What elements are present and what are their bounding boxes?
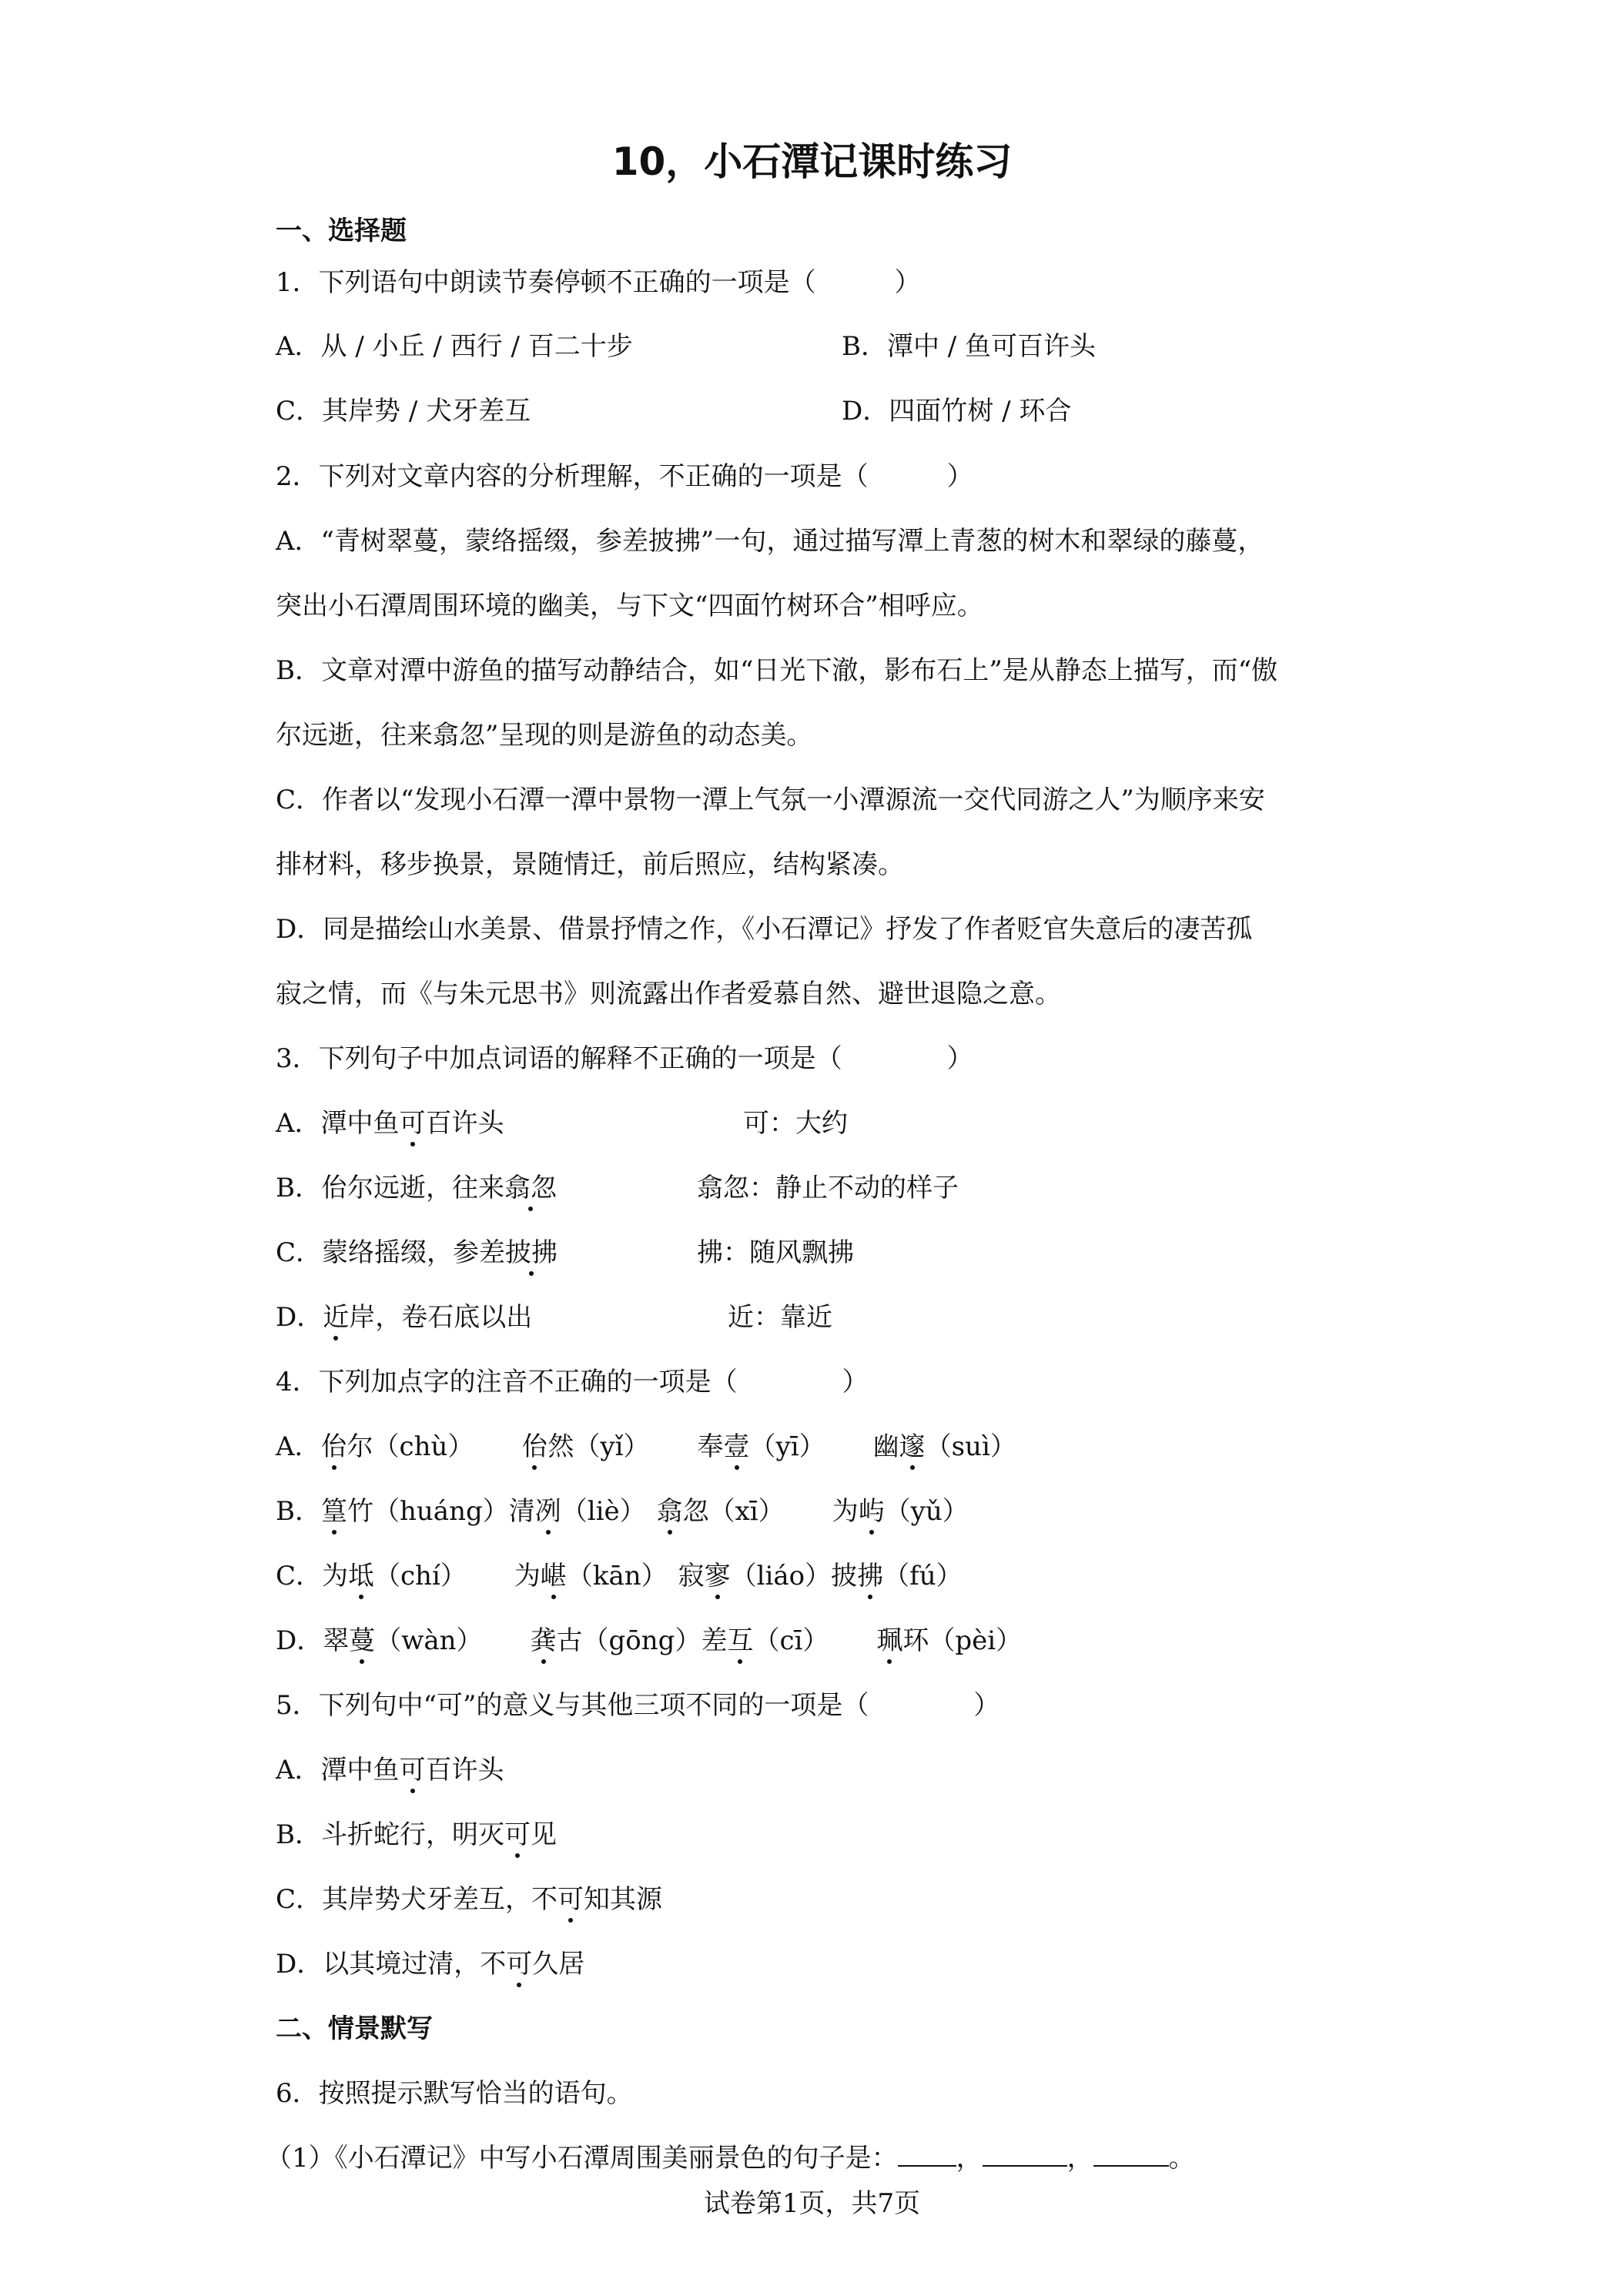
q3-b-text: B．佁尔远逝，往来 xyxy=(276,1173,504,1203)
section-heading-dictation: 二、情景默写 xyxy=(276,2013,433,2044)
q3-option-c xyxy=(276,1236,558,1270)
q4-option-b xyxy=(276,1494,969,1528)
q3-a-text-after: 百许头 xyxy=(425,1108,504,1139)
q2-option-c-line2: 排材料，移步换景，景随情迁，前后照应，结构紧凑。 xyxy=(276,849,904,880)
q2-option-b-line2: 尔远逝，往来翕忽”呈现的则是游鱼的动态美。 xyxy=(276,720,813,751)
answer-blank[interactable] xyxy=(898,2142,956,2167)
q5-d-dotted: 可 xyxy=(506,1949,533,1980)
q5-option-a xyxy=(276,1753,504,1787)
q4-b-dotted: 篁 xyxy=(321,1496,347,1527)
q4-d-dotted: 珮 xyxy=(876,1625,903,1656)
q4-c-text: （chí） xyxy=(374,1561,467,1591)
q4-a-text: 尔（chù） xyxy=(347,1431,474,1462)
q3-c-definition: 拂：随风飘拂 xyxy=(697,1237,854,1268)
q5-c-text-after: 知其源 xyxy=(584,1884,663,1915)
q5-option-b xyxy=(276,1818,557,1852)
q4-b-dotted: 冽 xyxy=(534,1496,561,1527)
q6-sub1-end: 。 xyxy=(1168,2143,1195,2174)
q1-option-d: D．四面竹树 / 环合 xyxy=(842,396,1072,427)
q4-b-text: 忽（xī） xyxy=(682,1496,785,1527)
q6-stem: 6．按照提示默写恰当的语句。 xyxy=(276,2078,633,2109)
q2-option-d-line1: D．同是描绘山水美景、借景抒情之作，《小石潭记》抒发了作者贬官失意后的凄苦孤 xyxy=(276,914,1253,945)
page-title: 10，小石潭记课时练习 xyxy=(611,139,1013,184)
q2-option-b-line1: B．文章对潭中游鱼的描写动静结合，如“日光下澈，影布石上”是从静态上描写，而“傲 xyxy=(276,655,1278,686)
q4-a-text: （yī） xyxy=(749,1431,825,1462)
q4-c-text: 为 xyxy=(514,1561,541,1591)
q3-option-d xyxy=(276,1300,532,1334)
q3-option-b xyxy=(276,1171,557,1205)
q4-c-dotted: 嵁 xyxy=(540,1561,567,1591)
q4-d-text: 古（gōng）差 xyxy=(556,1625,728,1656)
q5-a-dotted: 可 xyxy=(399,1755,426,1786)
q4-c-dotted: 拂 xyxy=(857,1561,884,1591)
q3-b-dotted: 翕忽 xyxy=(504,1173,557,1203)
q2-option-c-line1: C．作者以“发现小石潭一潭中景物一潭上气氛一小潭源流一交代同游之人”为顺序来安 xyxy=(276,785,1265,815)
q4-d-dotted: 互 xyxy=(727,1625,754,1656)
q4-d-label: D．翠 xyxy=(276,1625,350,1656)
answer-blank[interactable] xyxy=(983,2142,1067,2167)
q5-a-text-after: 百许头 xyxy=(425,1755,504,1786)
q2-option-a-line2: 突出小石潭周围环境的幽美，与下文“四面竹树环合”相呼应。 xyxy=(276,591,983,621)
q6-sub1 xyxy=(266,2141,1195,2175)
q4-b-text: 竹（huáng）清 xyxy=(347,1496,535,1527)
q4-b-dotted: 翕 xyxy=(656,1496,683,1527)
q1-stem: 1．下列语句中朗读节奏停顿不正确的一项是（ ） xyxy=(276,267,921,298)
q4-a-label: A． xyxy=(276,1431,321,1462)
q4-b-dotted: 屿 xyxy=(858,1496,885,1527)
q6-sub1-prompt: （1）《小石潭记》中写小石潭周围美丽景色的句子是： xyxy=(266,2143,898,2174)
q4-d-text: （cī） xyxy=(753,1625,829,1656)
answer-blank[interactable] xyxy=(1093,2142,1169,2167)
q4-option-d xyxy=(276,1624,1022,1658)
q4-a-text: 奉 xyxy=(697,1431,724,1462)
q4-option-a xyxy=(276,1430,1016,1464)
q4-a-dotted: 佁 xyxy=(521,1431,548,1462)
q1-option-a: A．从 / 小丘 / 西行 / 百二十步 xyxy=(276,331,633,362)
q4-a-text: 然（yǐ） xyxy=(547,1431,650,1462)
q1-option-b: B．潭中 / 鱼可百许头 xyxy=(842,331,1097,362)
q3-d-text-after: 岸，卷石底以出 xyxy=(349,1302,533,1333)
q4-d-dotted: 龚 xyxy=(530,1625,557,1656)
q4-option-c xyxy=(276,1559,963,1593)
q4-b-text: 为 xyxy=(832,1496,859,1527)
q2-stem: 2．下列对文章内容的分析理解，不正确的一项是（ ） xyxy=(276,461,973,492)
q3-d-dotted: 近 xyxy=(323,1302,350,1333)
q3-d-definition: 近：靠近 xyxy=(728,1302,832,1333)
q4-d-dotted: 蔓 xyxy=(349,1625,376,1656)
q4-c-label: C．为 xyxy=(276,1561,349,1591)
section-heading-choice: 一、选择题 xyxy=(276,216,407,246)
q6-sub1-separator: ， xyxy=(956,2143,983,2174)
q3-a-definition: 可：大约 xyxy=(743,1108,848,1139)
q4-a-text: （suì） xyxy=(925,1431,1016,1462)
q4-b-label: B． xyxy=(276,1496,321,1527)
q4-b-text: （liè） xyxy=(561,1496,646,1527)
q2-option-a-line1: A．“青树翠蔓，蒙络摇缀，参差披拂”一句，通过描写潭上青葱的树木和翠绿的藤蔓， xyxy=(276,526,1264,557)
q3-a-text: A．潭中鱼 xyxy=(276,1108,400,1139)
q3-c-dotted: 披拂 xyxy=(505,1237,558,1268)
q5-stem: 5．下列句中“可”的意义与其他三项不同的一项是（ ） xyxy=(276,1690,1000,1721)
q5-b-text-after: 见 xyxy=(531,1819,557,1850)
q6-sub1-separator: ， xyxy=(1066,2143,1093,2174)
q5-c-text: C．其岸势犬牙差互，不 xyxy=(276,1884,558,1915)
q4-a-dotted: 邃 xyxy=(899,1431,926,1462)
q5-c-dotted: 可 xyxy=(558,1884,584,1915)
q5-b-dotted: 可 xyxy=(504,1819,531,1850)
q4-a-dotted: 佁 xyxy=(320,1431,347,1462)
q5-b-text: B．斗折蛇行，明灭 xyxy=(276,1819,504,1850)
q4-d-text: 环（pèi） xyxy=(902,1625,1023,1656)
q3-a-dotted: 可 xyxy=(399,1108,426,1139)
q3-stem: 3．下列句子中加点词语的解释不正确的一项是（ ） xyxy=(276,1043,973,1074)
q5-d-text-after: 久居 xyxy=(532,1949,585,1980)
q3-b-definition: 翕忽：静止不动的样子 xyxy=(697,1173,959,1203)
q2-option-d-line2: 寂之情，而《与朱元思书》则流露出作者爱慕自然、避世退隐之意。 xyxy=(276,979,1061,1009)
q4-b-text: （yǔ） xyxy=(884,1496,969,1527)
q1-option-c: C．其岸势 / 犬牙差互 xyxy=(276,396,531,427)
page-footer: 试卷第1页，共7页 xyxy=(703,2188,921,2219)
q4-c-text: （liáo）披 xyxy=(730,1561,858,1591)
q4-d-text: （wàn） xyxy=(375,1625,483,1656)
q4-c-text: （fú） xyxy=(883,1561,963,1591)
q5-d-text: D．以其境过清，不 xyxy=(276,1949,507,1980)
q4-stem: 4．下列加点字的注音不正确的一项是（ ） xyxy=(276,1367,869,1397)
q4-c-dotted: 坻 xyxy=(348,1561,375,1591)
q3-c-text: C．蒙络摇缀，参差 xyxy=(276,1237,506,1268)
q5-option-c xyxy=(276,1883,662,1916)
q4-c-text: （kān） xyxy=(566,1561,668,1591)
q3-option-a xyxy=(276,1106,504,1140)
q4-c-dotted: 寥 xyxy=(704,1561,731,1591)
q5-a-text: A．潭中鱼 xyxy=(276,1755,400,1786)
q4-a-dotted: 壹 xyxy=(723,1431,750,1462)
q4-c-text: 寂 xyxy=(678,1561,705,1591)
q4-a-text: 幽 xyxy=(872,1431,899,1462)
q5-option-d xyxy=(276,1947,584,1981)
q3-d-text: D． xyxy=(276,1302,323,1333)
